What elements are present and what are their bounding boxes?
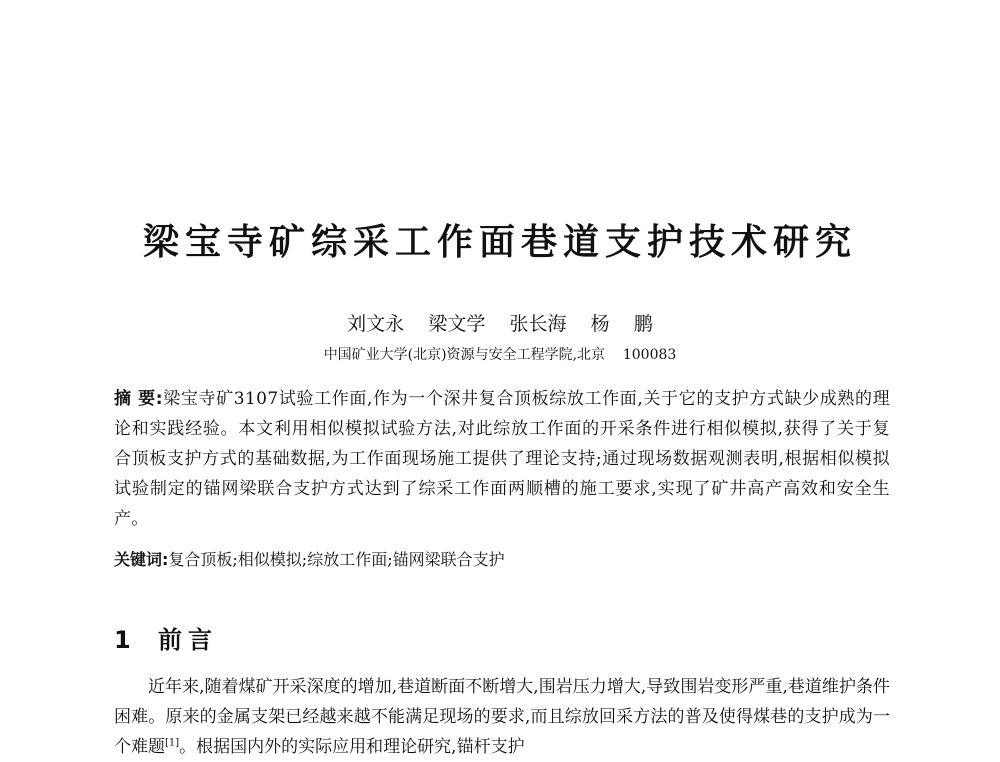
abstract-label: 摘 要: bbox=[114, 389, 163, 409]
author-affiliation: 中国矿业大学(北京)资源与安全工程学院,北京 100083 bbox=[323, 347, 677, 363]
abstract-text: 梁宝寺矿3107试验工作面,作为一个深井复合顶板综放工作面,关于它的支护方式缺少成熟的理论和实践经验。本文利用相似模拟试验方法,对此综放工作面的开采条件进行相似模拟,获得了关于复合顶板支护方式的基础数据,为工作面现场施工提供了理论支持;通过现场数据观测表明,根据相似模拟试验制定的锚网梁联合支护方式达到了综采工作面两顺槽的施工要求,实现了矿井高产高效和安全生产。 bbox=[114, 389, 890, 529]
paper-title: 梁宝寺矿综采工作面巷道支护技术研究 bbox=[142, 221, 857, 263]
section-heading-introduction bbox=[114, 622, 218, 658]
keywords-text: 复合顶板;相似模拟;综放工作面;锚网梁联合支护 bbox=[168, 550, 505, 569]
introduction-paragraph bbox=[114, 672, 890, 762]
author-list: 刘文永 梁文学 张长海 杨 鹏 bbox=[347, 313, 653, 335]
paragraph-text-part2: 。根据国内外的实际应用和理论研究,锚杆支护 bbox=[179, 737, 525, 757]
keywords-label: 关键词: bbox=[114, 550, 169, 569]
paragraph-text-part1: 近年来,随着煤矿开采深度的增加,巷道断面不断增大,围岩压力增大,导致围岩变形严重,巷道维护条件困难。原来的金属支架已经越来越不能满足现场的要求,而且综放回采方法的普及使得煤巷的支护成为一个难题 bbox=[114, 677, 890, 757]
keywords-block bbox=[114, 546, 890, 574]
abstract-block bbox=[114, 384, 890, 534]
section-number: 1 bbox=[114, 626, 131, 654]
section-title: 前言 bbox=[158, 626, 218, 654]
citation-reference: [1] bbox=[165, 737, 180, 749]
